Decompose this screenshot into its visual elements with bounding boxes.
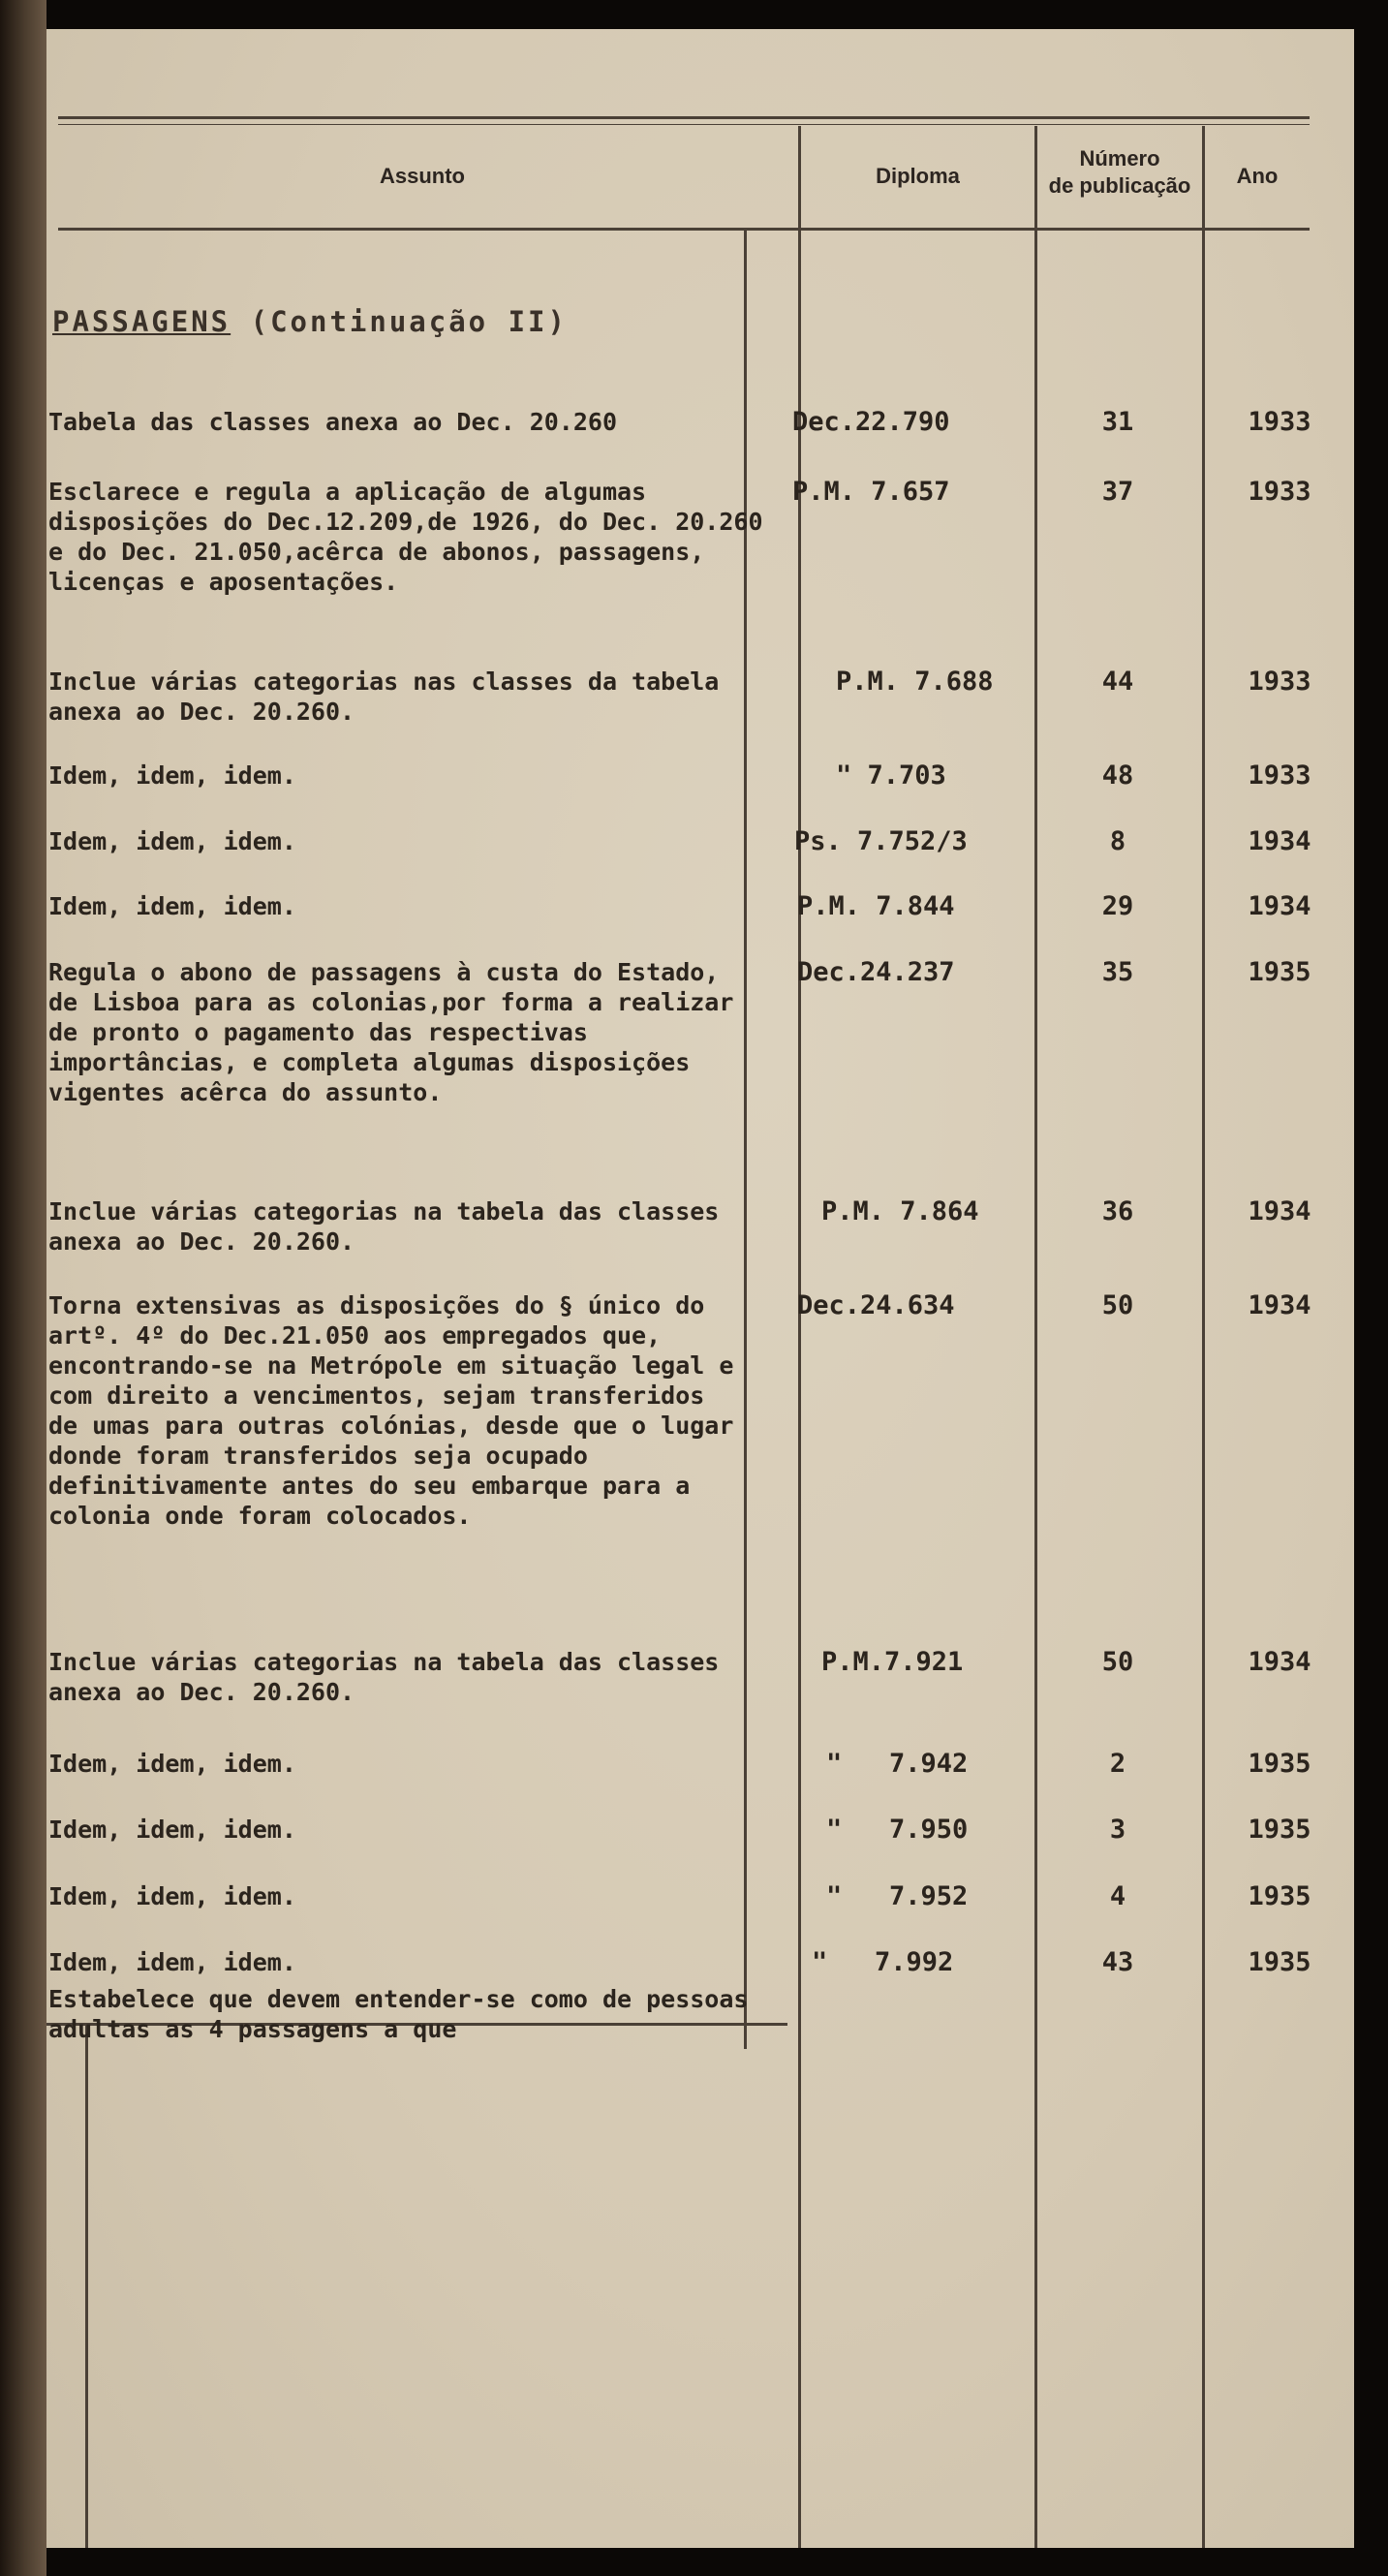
numero-cell: 8: [1109, 826, 1126, 856]
ano-cell: 1934: [1248, 1647, 1311, 1677]
ano-cell: 1935: [1248, 1881, 1311, 1911]
diploma-cell: " 7.942: [826, 1749, 969, 1779]
assunto-cell: Idem, idem, idem.: [48, 892, 296, 920]
assunto-cell: Idem, idem, idem.: [48, 1750, 296, 1778]
ano-cell: 1935: [1248, 1947, 1311, 1977]
assunto-cell: Idem, idem, idem.: [48, 761, 296, 790]
assunto-cell: Tabela das classes anexa ao Dec. 20.260: [48, 408, 617, 436]
top-rule-thin: [58, 124, 1310, 125]
numero-cell: 37: [1101, 477, 1134, 507]
header-diploma: Diploma: [876, 164, 960, 188]
diploma-cell: P.M. 7.844: [797, 891, 955, 921]
header-assunto: Assunto: [380, 164, 465, 188]
assunto-cell: Regula o abono de passagens à custa do Estado, de Lisboa para as colonias,por forma a realizar de pronto o pagamento das respectivas importâncias, e completa algumas disposições vigentes acêrca do assunto.: [48, 958, 749, 1106]
ano-cell: 1935: [1248, 1815, 1311, 1845]
left-margin-rule: [85, 2025, 88, 2548]
assunto-cell: Idem, idem, idem.: [48, 827, 296, 855]
assunto-cell: Idem, idem, idem.: [48, 1882, 296, 1910]
section-title: [52, 305, 568, 338]
assunto-cell: Inclue várias categorias nas classes da tabela anexa ao Dec. 20.260.: [48, 667, 734, 726]
numero-cell: 48: [1101, 760, 1134, 791]
header-numero-line2: de publicação: [1048, 173, 1191, 198]
diploma-cell: " 7.950: [826, 1815, 969, 1845]
assunto-cell: Inclue várias categorias na tabela das classes anexa ao Dec. 20.260.: [48, 1197, 734, 1256]
numero-column-rule: [1202, 126, 1205, 2548]
assunto-cell: Idem, idem, idem.: [48, 1816, 296, 1844]
header-ano: Ano: [1236, 164, 1279, 188]
diploma-cell: " 7.952: [826, 1881, 969, 1911]
ano-cell: 1933: [1248, 667, 1311, 697]
section-title-suffix: (Continuação II): [250, 305, 568, 338]
section-title-prefix: PASSAGENS: [52, 305, 231, 338]
ano-cell: 1933: [1248, 407, 1311, 437]
diploma-cell: Dec.24.634: [797, 1290, 955, 1320]
ano-cell: 1934: [1248, 1196, 1311, 1226]
assunto-cell: Torna extensivas as disposições do § único do artº. 4º do Dec.21.050 aos empregados que, encontrando-se na Metrópole em situação legal e com direito a vencimentos, sejam transferidos de umas para outras colónias, desde que o lugar donde foram transferidos seja ocupado definitivamente antes do seu embarque para a colonia onde foram colocados.: [48, 1291, 749, 1530]
diploma-cell: P.M.7.921: [821, 1647, 964, 1677]
diploma-cell: P.M. 7.688: [836, 667, 994, 697]
ano-cell: 1935: [1248, 1749, 1311, 1779]
top-rule: [58, 116, 1310, 119]
numero-cell: 3: [1109, 1815, 1126, 1845]
ano-cell: 1934: [1248, 891, 1311, 921]
diploma-cell: P.M. 7.657: [792, 477, 950, 507]
ano-cell: 1934: [1248, 826, 1311, 856]
diploma-cell: " 7.992: [812, 1947, 954, 1977]
numero-cell: 29: [1101, 891, 1134, 921]
ano-cell: 1935: [1248, 957, 1311, 987]
assunto-cell: Estabelece que devem entender-se como de pessoas adultas as 4 passagens a que: [48, 1985, 763, 2043]
header-numero-line1: Número: [1079, 146, 1160, 171]
diploma-cell: Ps. 7.752/3: [794, 826, 968, 856]
ano-cell: 1933: [1248, 760, 1311, 791]
numero-cell: 44: [1101, 667, 1134, 697]
diploma-cell: P.M. 7.864: [821, 1196, 979, 1226]
diploma-cell: " 7.703: [836, 760, 946, 791]
ledger-page: [46, 29, 1354, 2548]
numero-cell: 2: [1109, 1749, 1126, 1779]
header-rule: [58, 228, 1310, 231]
numero-cell: 50: [1101, 1647, 1134, 1677]
numero-cell: 50: [1101, 1290, 1134, 1320]
assunto-cell: Idem, idem, idem.: [48, 1948, 296, 1976]
book-binding: [0, 0, 46, 2576]
diploma-cell: Dec.24.237: [797, 957, 955, 987]
numero-cell: 36: [1101, 1196, 1134, 1226]
numero-cell: 31: [1101, 407, 1134, 437]
numero-cell: 43: [1101, 1947, 1134, 1977]
numero-cell: 4: [1109, 1881, 1126, 1911]
ano-cell: 1933: [1248, 477, 1311, 507]
diploma-cell: Dec.22.790: [792, 407, 950, 437]
header-numero: [1037, 145, 1202, 200]
assunto-cell: Inclue várias categorias na tabela das classes anexa ao Dec. 20.260.: [48, 1648, 734, 1706]
assunto-cell: Esclarece e regula a aplicação de algumas disposições do Dec.12.209,de 1926, do Dec. 20.260 e do Dec. 21.050,acêrca de abonos, passagens, licenças e aposentações.: [48, 478, 778, 596]
ano-cell: 1934: [1248, 1290, 1311, 1320]
numero-cell: 35: [1101, 957, 1134, 987]
